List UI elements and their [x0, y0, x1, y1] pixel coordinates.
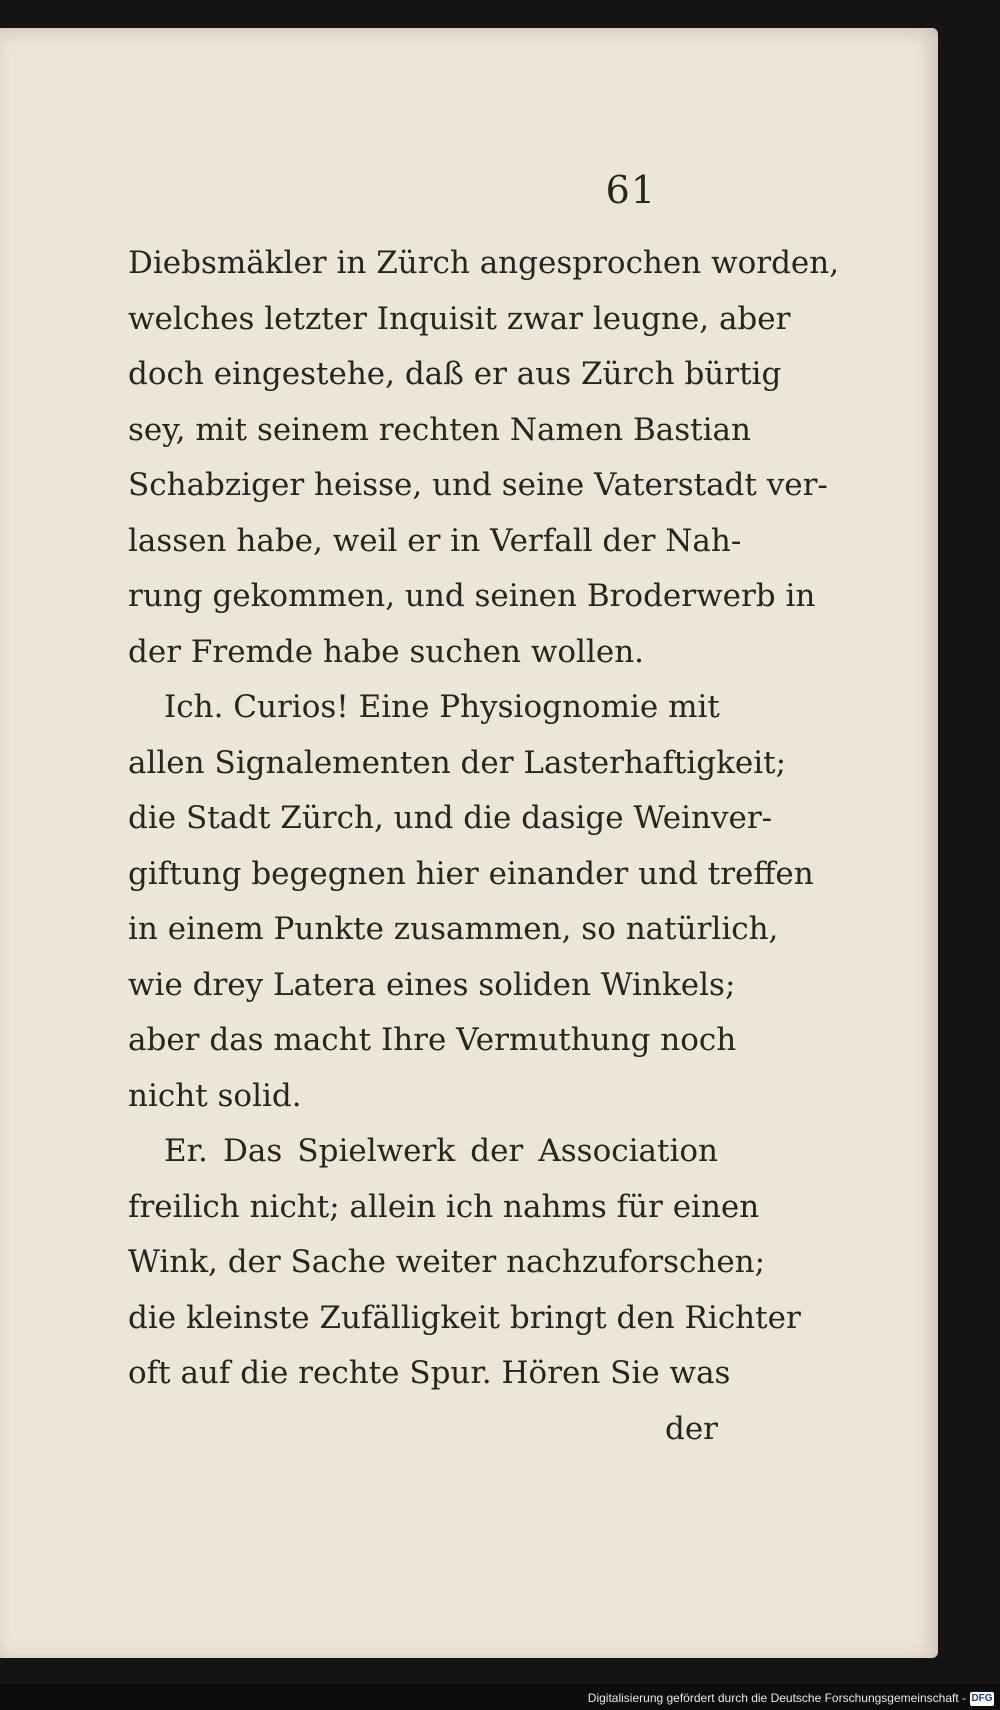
text-line: allen Signalementen der Lasterhaftigkeit;	[128, 744, 787, 781]
digitization-footer	[0, 1684, 1000, 1710]
text-line: freilich nicht; allein ich nahms für einen	[128, 1188, 760, 1225]
text-line: aber das macht Ihre Vermuthung noch	[128, 1022, 737, 1058]
text-line: Ich. Curios! Eine Physiognomie mit	[164, 689, 720, 725]
dfg-logo-icon: DFG	[971, 1693, 993, 1704]
text-line: Er. Das Spielwerk der Association	[164, 1133, 718, 1169]
book-page	[0, 28, 938, 1658]
text-line: welches letzter Inquisit zwar leugne, aber	[128, 300, 791, 337]
text-line: Schabziger heisse, und seine Vaterstadt ver-	[128, 467, 828, 503]
footer-credit: Digitalisierung gefördert durch die Deutsche Forschungsgemeinschaft -	[587, 1691, 966, 1705]
text-line: die Stadt Zürch, und die dasige Weinver-	[128, 800, 773, 836]
text-line: lassen habe, weil er in Verfall der Nah-	[128, 522, 742, 559]
text-line: sey, mit seinem rechten Namen Bastian	[128, 411, 751, 448]
text-line: in einem Punkte zusammen, so natürlich,	[128, 911, 779, 947]
page-number: 61	[605, 168, 656, 212]
text-line: der Fremde habe suchen wollen.	[128, 633, 645, 670]
text-line: doch eingestehe, daß er aus Zürch bürtig	[128, 356, 782, 392]
body-text	[128, 236, 840, 1457]
catchword: der	[664, 1410, 718, 1447]
text-line: Wink, der Sache weiter nachzuforschen;	[128, 1244, 766, 1280]
text-line: wie drey Latera eines soliden Winkels;	[128, 966, 736, 1003]
text-line: Diebsmäkler in Zürch angesprochen worden,	[128, 245, 840, 281]
text-line: rung gekommen, und seinen Broderwerb in	[128, 578, 816, 614]
text-line: oft auf die rechte Spur. Hören Sie was	[128, 1355, 731, 1391]
text-line: die kleinste Zufälligkeit bringt den Richter	[128, 1299, 801, 1336]
text-line: giftung begegnen hier einander und treffen	[128, 855, 814, 892]
text-line: nicht solid.	[128, 1077, 302, 1114]
